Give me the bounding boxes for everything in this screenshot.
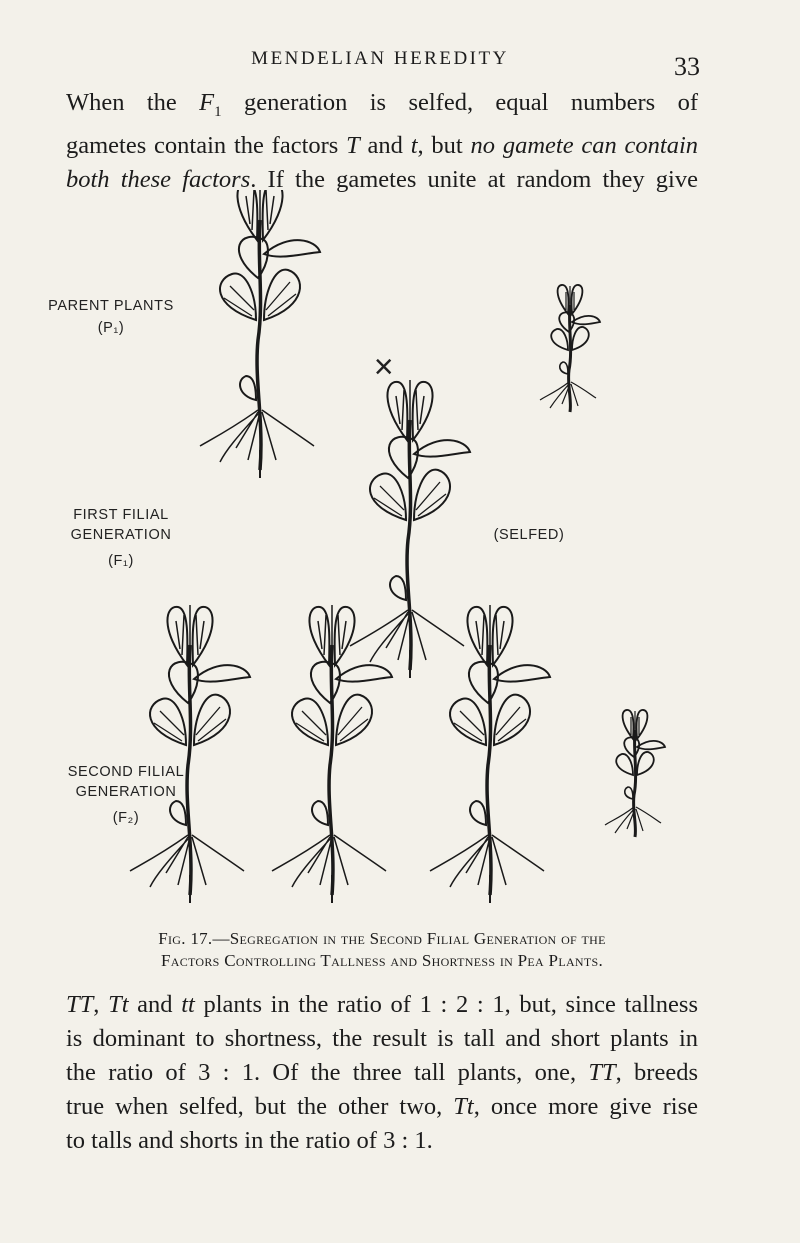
- page-number: 33: [674, 52, 700, 81]
- f2-plant-Tt-1: [272, 605, 392, 903]
- paragraph-bottom-line-5: to talls and shorts in the ratio of 3 : 1.: [66, 1127, 433, 1154]
- paragraph-top-line-3: both these factors. If the gametes unite at random they give: [66, 165, 698, 193]
- figure-caption: [66, 928, 698, 972]
- label-second-filial: SECOND FILIAL GENERATION (F₂): [67, 764, 185, 826]
- parent-short-plant: [540, 285, 600, 412]
- paragraph-top-line-1: When the $F_1$ generation is selfed, equal numbers of: [66, 89, 698, 120]
- f2-plant-Tt-2: [430, 605, 550, 903]
- paragraph-bottom-line-2: is dominant to shortness, the result is tall and short plants in: [66, 1025, 698, 1052]
- paragraph-bottom: [66, 988, 698, 1158]
- paragraph-top: [66, 86, 698, 197]
- caption-line-1: Fig. 17.—Segregation in the Second Filial Generation of the: [158, 929, 606, 948]
- figure-pea-segregation: [0, 190, 800, 930]
- page-header: [60, 48, 700, 81]
- paragraph-bottom-line-4: true when selfed, but the other two, Tt, once more give rise: [66, 1093, 698, 1120]
- paragraph-bottom-line-3: the ratio of 3 : 1. Of the three tall plants, one, TT, breeds: [66, 1059, 698, 1086]
- f2-plant-TT: [130, 605, 250, 903]
- label-first-filial: FIRST FILIAL GENERATION (F₁): [70, 507, 172, 569]
- running-head: MENDELIAN HEREDITY: [251, 48, 509, 69]
- label-parent-plants: PARENT PLANTS (P₁): [48, 298, 174, 336]
- f1-tall-plant: [350, 380, 470, 678]
- parent-tall-plant: [200, 190, 320, 478]
- paragraph-bottom-line-1: TT, Tt and tt plants in the ratio of 1 : 2 : 1, but, since tallness: [66, 991, 698, 1018]
- caption-line-2: Factors Controlling Tallness and Shortness in Pea Plants.: [160, 951, 604, 970]
- paragraph-top-line-2: gametes contain the factors T and t, but no gamete can contain: [66, 131, 698, 159]
- cross-symbol: ×: [373, 348, 395, 386]
- f2-plant-tt: [605, 710, 665, 837]
- label-selfed: (SELFED): [493, 527, 565, 543]
